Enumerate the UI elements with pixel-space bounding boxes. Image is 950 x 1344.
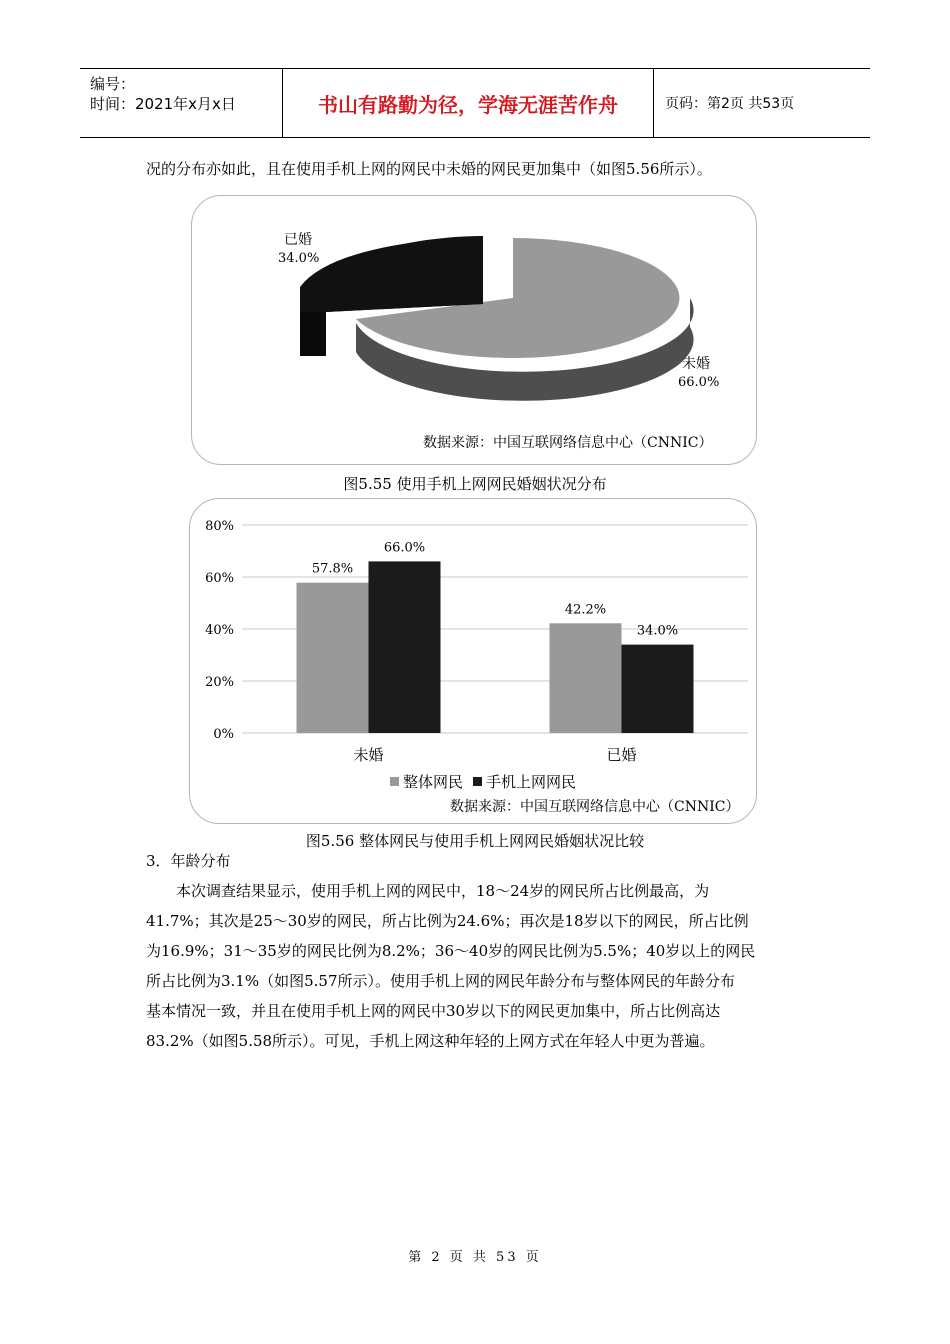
bar-overall <box>297 583 369 733</box>
paragraph <box>146 876 826 1056</box>
paragraph-line: 基本情况一致，并且在使用手机上网的网民中30岁以下的网民更加集中，所占比例高达 <box>146 1002 721 1020</box>
intro-line: 况的分布亦如此，且在使用手机上网的网民中未婚的网民更加集中（如图5.56所示）。 <box>146 160 712 178</box>
bar-mobile <box>622 645 694 733</box>
section-heading: 3．年龄分布 <box>146 852 231 870</box>
pie-front-married <box>300 236 483 312</box>
y-tick-label: 60% <box>205 571 234 586</box>
number-label: 编号： <box>90 75 136 93</box>
legend-overall: 整体网民 <box>403 773 464 791</box>
bar-value-label: 42.2% <box>564 602 607 618</box>
paragraph-line: 所占比例为3.1%（如图5.57所示）。使用手机上网的网民年龄分布与整体网民的年龄分布 <box>146 972 736 990</box>
y-tick-label: 80% <box>205 519 234 534</box>
page-footer: 第 2 页 共 53 页 <box>408 1250 542 1265</box>
unmarried-label: 未婚 <box>682 356 710 372</box>
header-page-info: 页码：第2页 共53页 <box>665 96 795 112</box>
bar-value-label: 66.0% <box>383 540 426 556</box>
married-value: 34.0% <box>278 251 320 266</box>
paragraph-line: 41.7%；其次是25～30岁的网民，所占比例为24.6%；再次是18岁以下的网民，所占比例 <box>146 912 749 930</box>
figure1-source: 数据来源：中国互联网络信息中心（CNNIC） <box>423 435 713 451</box>
time-label: 时间：2021年x月x日 <box>90 95 236 113</box>
bar-overall <box>550 623 622 733</box>
y-tick-label: 20% <box>205 675 234 690</box>
bar-chart-frame <box>189 498 757 824</box>
paragraph-line: 本次调查结果显示，使用手机上网的网民中，18～24岁的网民所占比例最高，为 <box>176 882 710 900</box>
bar-value-label: 34.0% <box>636 623 679 639</box>
legend-mobile: 手机上网网民 <box>486 773 577 791</box>
married-label: 已婚 <box>284 232 312 248</box>
bar-value-label: 57.8% <box>311 561 354 577</box>
y-tick-label: 0% <box>213 727 234 742</box>
pie-chart <box>192 196 756 464</box>
pie-chart-frame <box>191 195 757 465</box>
bar-mobile <box>369 561 441 733</box>
legend-swatch-overall <box>390 777 399 786</box>
unmarried-value: 66.0% <box>678 375 720 390</box>
x-category-label: 已婚 <box>606 746 637 764</box>
header-meta <box>80 69 283 137</box>
legend-swatch-mobile <box>473 777 482 786</box>
figure2-source: 数据来源：中国互联网络信息中心（CNNIC） <box>450 799 740 815</box>
bar-legend <box>390 771 576 792</box>
paragraph-line: 83.2%（如图5.58所示）。可见，手机上网这种年轻的上网方式在年轻人中更为普遍。 <box>146 1032 715 1050</box>
figure2-caption: 图5.56 整体网民与使用手机上网网民婚姻状况比较 <box>305 832 645 850</box>
x-category-label: 未婚 <box>353 746 384 764</box>
page-header <box>80 68 870 138</box>
y-tick-label: 40% <box>205 623 234 638</box>
header-motto: 书山有路勤为径，学海无涯苦作舟 <box>283 69 654 137</box>
paragraph-line: 为16.9%；31～35岁的网民比例为8.2%；36～40岁的网民比例为5.5%；40岁以上的网民 <box>146 942 756 960</box>
figure1-caption: 图5.55 使用手机上网网民婚姻状况分布 <box>343 475 607 493</box>
